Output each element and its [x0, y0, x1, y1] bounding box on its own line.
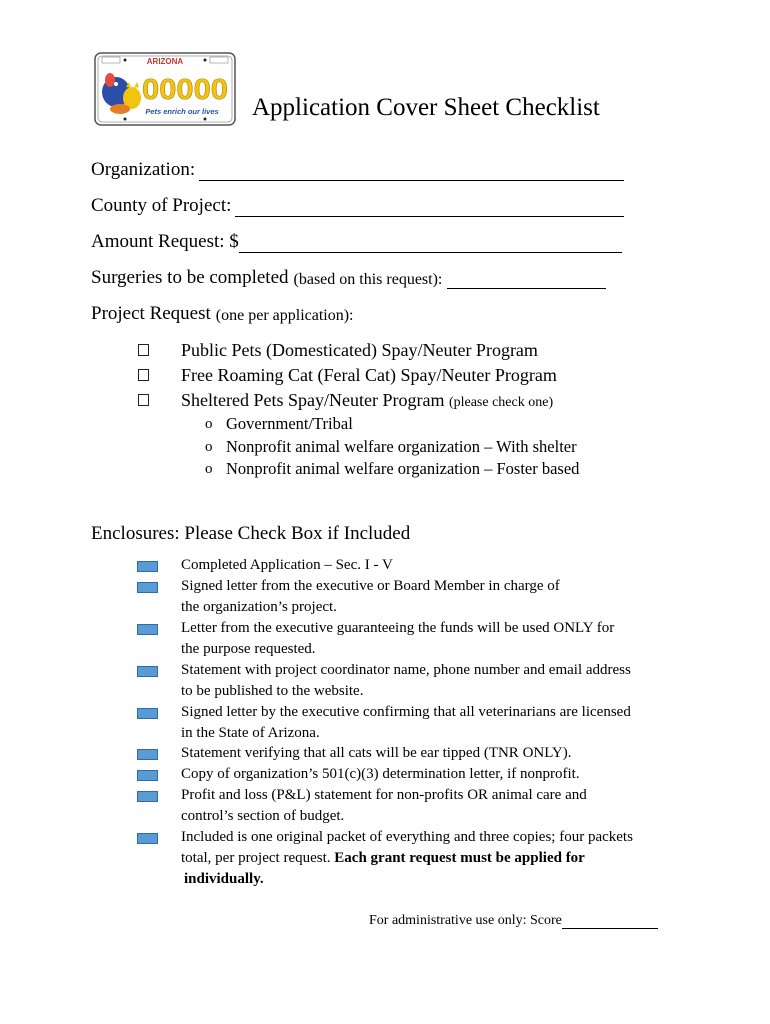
enclosure-line: Statement verifying that all cats will be ear tipped (TNR ONLY). [181, 745, 572, 761]
surgeries-label: Surgeries to be completed [91, 267, 289, 288]
enclosure-checkbox-signed-letter[interactable] [137, 582, 158, 593]
enclosure-checkbox-packet-copies[interactable] [137, 833, 158, 844]
enclosure-line-individually [184, 871, 264, 888]
enclosure-line: the purpose requested. [181, 641, 316, 657]
admin-score-label: For administrative use only: Score [369, 913, 562, 928]
enclosure-checkbox-veterinarian-letter[interactable] [137, 708, 158, 719]
enclosure-line: Signed letter from the executive or Board Member in charge of [181, 578, 560, 594]
project-request-label: Project Request [91, 303, 211, 324]
enclosure-line: Completed Application – Sec. I - V [181, 557, 393, 573]
enclosure-packets-text: total, per project request. [181, 850, 331, 866]
admin-score-blank[interactable] [562, 915, 658, 929]
enclosure-line: Statement with project coordinator name, phone number and email address [181, 662, 631, 678]
county-field [91, 195, 624, 217]
suboption-nonprofit-shelter: Nonprofit animal welfare organization – With shelter [226, 437, 577, 456]
project-option-sheltered-note: (please check one) [448, 395, 554, 410]
plate-number: 00000 [142, 74, 228, 106]
enclosure-checkbox-coordinator-statement[interactable] [137, 666, 158, 677]
suboption-bullet[interactable]: o [205, 416, 213, 432]
project-option-public-pets: Public Pets (Domesticated) Spay/Neuter Program [181, 340, 538, 360]
enclosure-line: Signed letter by the executive confirming that all veterinarians are licensed [181, 704, 631, 720]
enclosure-line: control’s section of budget. [181, 808, 345, 824]
amount-label: Amount Request: $ [91, 231, 239, 252]
enclosure-checkbox-501c3[interactable] [137, 770, 158, 781]
enclosure-line: Letter from the executive guaranteeing the funds will be used ONLY for [181, 620, 615, 636]
enclosure-checkbox-profit-loss[interactable] [137, 791, 158, 802]
enclosure-line: Copy of organization’s 501(c)(3) determination letter, if nonprofit. [181, 766, 580, 782]
plate-state: ARIZONA [146, 57, 184, 66]
enclosure-checkbox-application[interactable] [137, 561, 158, 572]
project-option-free-roaming-cat: Free Roaming Cat (Feral Cat) Spay/Neuter Program [181, 365, 557, 385]
enclosure-line: Included is one original packet of everything and three copies; four packets [181, 829, 633, 845]
enclosure-line: to be published to the website. [181, 683, 364, 699]
enclosure-line-packets [181, 850, 585, 867]
enclosure-bold-note-continued: individually. [184, 871, 264, 887]
county-blank[interactable] [235, 198, 624, 217]
surgeries-blank[interactable] [447, 270, 606, 289]
county-label: County of Project: [91, 195, 232, 216]
surgeries-note: (based on this request): [293, 271, 443, 288]
project-request-note: (one per application): [215, 307, 354, 324]
project-option-sheltered-label: Sheltered Pets Spay/Neuter Program [181, 390, 445, 410]
enclosure-line: Profit and loss (P&L) statement for non-profits OR animal care and [181, 787, 587, 803]
enclosure-line: the organization’s project. [181, 599, 337, 615]
enclosure-checkbox-funds-letter[interactable] [137, 624, 158, 635]
enclosure-checkbox-ear-tipped[interactable] [137, 749, 158, 760]
admin-score-field [369, 913, 658, 929]
suboption-government-tribal: Government/Tribal [226, 414, 353, 433]
surgeries-field [91, 267, 606, 289]
suboption-bullet[interactable]: o [205, 439, 213, 455]
organization-label: Organization: [91, 159, 196, 180]
suboption-nonprofit-foster: Nonprofit animal welfare organization – Foster based [226, 459, 580, 478]
enclosure-bold-note: Each grant request must be applied for [334, 850, 585, 866]
project-checkbox-sheltered-pets[interactable] [138, 394, 149, 406]
organization-field [91, 159, 624, 181]
arizona-license-plate-logo [94, 52, 236, 126]
enclosure-line: in the State of Arizona. [181, 725, 320, 741]
suboption-bullet[interactable]: o [205, 461, 213, 477]
amount-blank[interactable] [239, 234, 622, 253]
project-option-sheltered-pets [181, 390, 553, 411]
project-checkbox-public-pets[interactable] [138, 344, 149, 356]
page-title: Application Cover Sheet Checklist [252, 94, 600, 121]
organization-blank[interactable] [199, 162, 624, 181]
plate-slogan: Pets enrich our lives [145, 107, 219, 116]
enclosures-heading: Enclosures: Please Check Box if Included [91, 523, 411, 544]
project-checkbox-free-roaming-cat[interactable] [138, 369, 149, 381]
amount-field [91, 231, 622, 253]
project-request-field [91, 303, 354, 325]
